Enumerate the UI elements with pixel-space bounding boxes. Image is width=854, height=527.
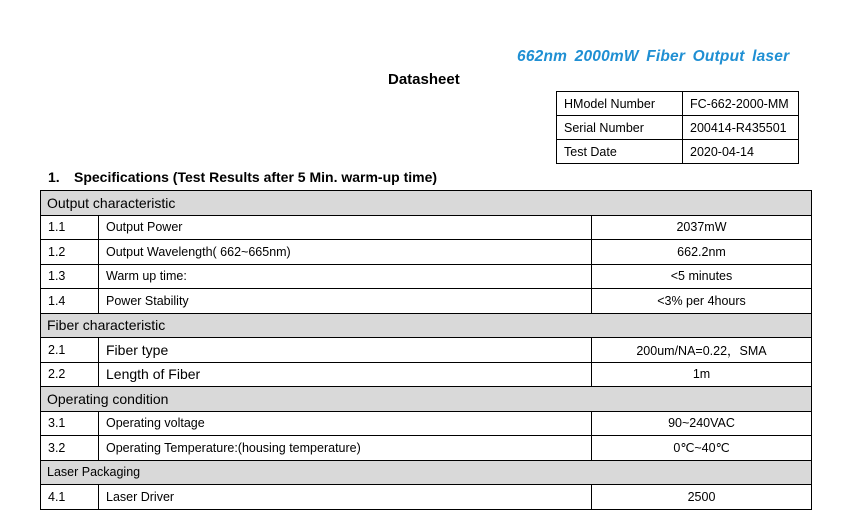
info-value: 2020-04-14 xyxy=(683,140,799,164)
info-value: 200414-R435501 xyxy=(683,116,799,140)
row-id: 2.1 xyxy=(41,338,99,363)
section-title: Laser Packaging xyxy=(41,460,812,485)
row-parameter: Warm up time: xyxy=(99,264,592,289)
table-row xyxy=(41,411,812,436)
row-id: 1.3 xyxy=(41,264,99,289)
row-value: 0℃~40℃ xyxy=(592,436,812,461)
row-parameter: Operating Temperature:(housing temperature) xyxy=(99,436,592,461)
section-header-output xyxy=(41,191,812,216)
table-row xyxy=(41,289,812,314)
table-row xyxy=(41,436,812,461)
info-value: FC-662-2000-MM xyxy=(683,92,799,116)
specifications-table xyxy=(40,190,812,510)
row-value: 1m xyxy=(592,362,812,387)
info-row-serial xyxy=(557,116,799,140)
section-header-packaging xyxy=(41,460,812,485)
info-label: Test Date xyxy=(557,140,683,164)
section-title: Operating condition xyxy=(41,387,812,412)
info-row-model xyxy=(557,92,799,116)
row-id: 1.1 xyxy=(41,215,99,240)
row-id: 1.4 xyxy=(41,289,99,314)
row-value: 2037mW xyxy=(592,215,812,240)
table-row xyxy=(41,264,812,289)
section-heading-text: Specifications (Test Results after 5 Min. warm-up time) xyxy=(74,169,438,185)
row-parameter: Fiber type xyxy=(99,338,592,363)
row-parameter: Laser Driver xyxy=(99,485,592,510)
product-info-table xyxy=(556,91,799,164)
row-parameter: Operating voltage xyxy=(99,411,592,436)
row-value: 200um/NA=0.22，SMA xyxy=(592,338,812,363)
row-value: 90~240VAC xyxy=(592,411,812,436)
specifications-heading xyxy=(48,169,437,185)
row-id: 2.2 xyxy=(41,362,99,387)
row-id: 4.1 xyxy=(41,485,99,510)
row-value: <3% per 4hours xyxy=(592,289,812,314)
info-label: Serial Number xyxy=(557,116,683,140)
section-number: 1. xyxy=(48,169,60,185)
section-title: Output characteristic xyxy=(41,191,812,216)
table-row xyxy=(41,215,812,240)
table-row xyxy=(41,338,812,363)
row-id: 3.1 xyxy=(41,411,99,436)
row-id: 1.2 xyxy=(41,240,99,265)
product-title: 662nm 2000mW Fiber Output laser xyxy=(517,48,790,65)
row-parameter: Output Power xyxy=(99,215,592,240)
section-header-operating xyxy=(41,387,812,412)
table-row xyxy=(41,362,812,387)
section-header-fiber xyxy=(41,313,812,338)
row-value: 2500 xyxy=(592,485,812,510)
section-title: Fiber characteristic xyxy=(41,313,812,338)
document-title: Datasheet xyxy=(388,71,460,88)
row-id: 3.2 xyxy=(41,436,99,461)
row-value: 662.2nm xyxy=(592,240,812,265)
table-row xyxy=(41,240,812,265)
row-parameter: Length of Fiber xyxy=(99,362,592,387)
row-parameter: Power Stability xyxy=(99,289,592,314)
info-row-test-date xyxy=(557,140,799,164)
row-parameter: Output Wavelength( 662~665nm) xyxy=(99,240,592,265)
row-value: <5 minutes xyxy=(592,264,812,289)
info-label: HModel Number xyxy=(557,92,683,116)
table-row xyxy=(41,485,812,510)
